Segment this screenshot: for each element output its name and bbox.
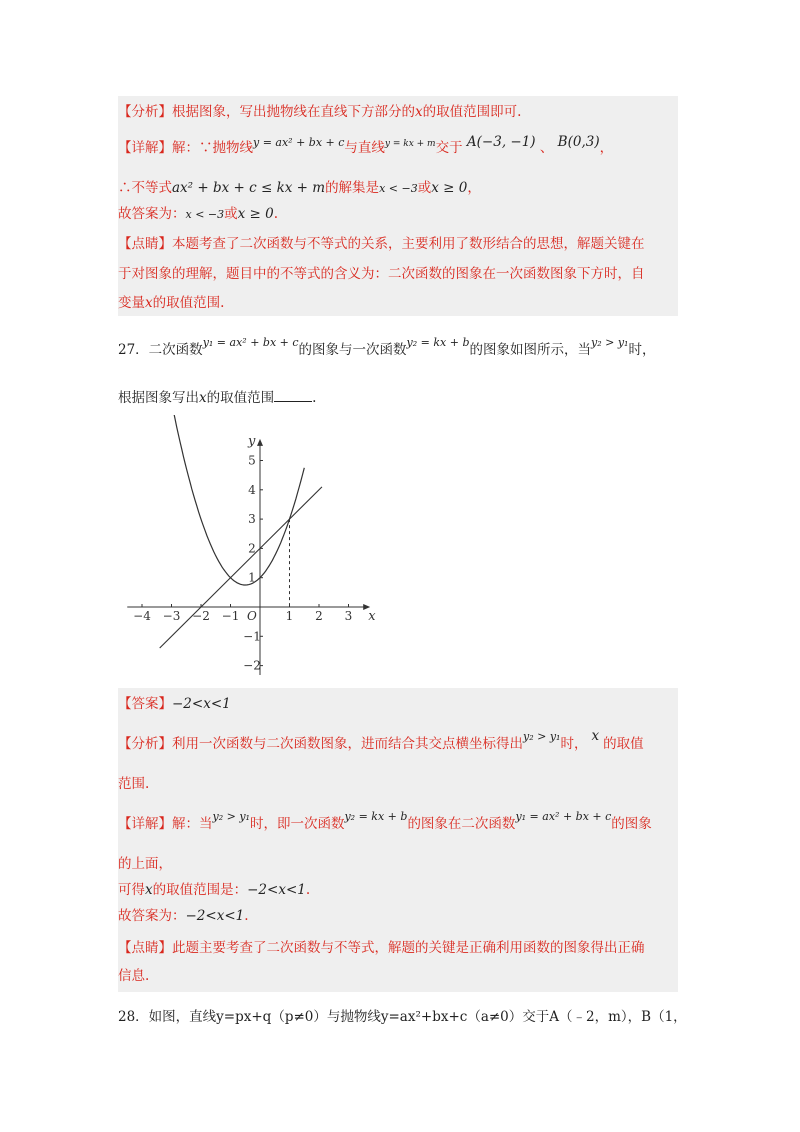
answer-part-2: x ≥ 0: [237, 206, 274, 222]
analysis-text-a: 利用一次函数与二次函数图象，进而结合其交点横坐标得出: [172, 736, 523, 752]
analysis-var: x: [415, 104, 423, 120]
q27-mid2: 的图象如图所示，当: [469, 342, 591, 358]
comment-line-1: [118, 938, 645, 958]
x-axis-label: x: [368, 609, 376, 624]
detail-text-b: 时，即一次函数: [249, 816, 345, 832]
analysis-text-c: 的取值: [603, 736, 644, 752]
answer-prefix: 故答案为：: [118, 206, 186, 222]
final-answer-end: .: [244, 908, 249, 924]
period: .: [273, 206, 279, 222]
range-text-b: 的取值范围是：: [152, 882, 248, 898]
final-answer-line: [118, 906, 249, 926]
detail-func2: y₂ = kx + b: [344, 810, 408, 823]
detail-line-1: [118, 810, 652, 835]
x-tick-label: −1: [221, 609, 240, 623]
x-tick-label: 1: [285, 609, 294, 623]
y-tick-label: 2: [248, 541, 256, 556]
analysis-line-2: [118, 774, 149, 794]
solution-part-2: x ≥ 0: [431, 180, 468, 196]
y-tick-label: 1: [248, 570, 256, 585]
comment-text-1: 此题主要考查了二次函数与不等式，解题的关键是正确利用函数的图象得出正确: [172, 940, 645, 956]
comment-line-2: [118, 264, 645, 284]
range-line: [118, 880, 310, 900]
detail-text-b: 与直线: [344, 140, 385, 156]
detail-text-a: 解：∵抛物线: [172, 140, 253, 156]
or-word: 或: [224, 206, 238, 222]
q27-func2: y₂ = kx + b: [406, 336, 470, 349]
detail-func1: y₁ = ax² + bx + c: [515, 810, 612, 823]
solution-block-2: [118, 688, 678, 992]
q27-end: 时，: [628, 342, 656, 358]
answer-line: [118, 694, 231, 714]
x-tick-label: 3: [344, 609, 353, 623]
line-equation: y = kx + m: [384, 139, 436, 149]
inequality-text-b: 的解集是: [325, 180, 380, 196]
question-27-line-1: [118, 338, 655, 358]
inequality-line: [118, 178, 481, 199]
comment-text-1: 本题考查了二次函数与不等式的关系，主要利用了数形结合的思想，解题关键在: [172, 236, 645, 252]
parabola-curve: [170, 415, 304, 585]
answer-blank: [274, 388, 312, 402]
comment-text-3c: 的取值范围.: [152, 295, 225, 311]
analysis-line-1: [118, 728, 644, 755]
function-graph: [118, 415, 398, 675]
comma: ，: [467, 180, 481, 196]
x-tick-label: 2: [315, 609, 323, 623]
solution-part-1: x < −3: [379, 182, 418, 195]
comment-text-2: 于对图象的理解，题目中的不等式的含义为：二次函数的图象在一次函数图象下方时，自: [118, 266, 645, 282]
answer-line: [118, 204, 278, 225]
x-tick-label: −3: [162, 609, 181, 623]
range-text-a: 可得: [118, 882, 145, 898]
detail-text-d: 的图象: [611, 816, 652, 832]
analysis-end: 的取值范围即可.: [422, 104, 522, 120]
y-tick-label: 3: [248, 512, 256, 527]
comment-tag: 【点睛】: [118, 236, 172, 252]
analysis-text-2: 范围.: [118, 776, 150, 792]
comma: ，: [599, 140, 614, 156]
answer-value: −2<x<1: [172, 696, 231, 712]
analysis-line: [118, 102, 521, 122]
inequality-math: ax² + bx + c ≤ kx + m: [172, 180, 326, 196]
q27-func1: y₁ = ax² + bx + c: [202, 336, 299, 349]
question-28-text: 28．如图，直线y=px+q（p≠0）与抛物线y=ax²+bx+c（a≠0）交于A（﹣2，m），B（1，: [118, 1009, 687, 1025]
y-tick-label: −1: [243, 629, 261, 644]
range-var: x: [145, 882, 153, 898]
detail-text-2: 的上面，: [118, 856, 172, 872]
answer-part-1: x < −3: [185, 208, 225, 221]
point-a: A(−3, −1): [466, 134, 536, 150]
analysis-text: 根据图象，写出抛物线在直线下方部分的: [172, 104, 415, 120]
separator: 、: [539, 140, 554, 156]
parabola-equation: y = ax² + bx + c: [253, 136, 345, 149]
detail-text-c: 交于: [435, 140, 463, 156]
y-axis-arrow: [257, 439, 263, 446]
comment-line-3: [118, 293, 224, 313]
straight-line: [160, 487, 322, 648]
question-27-line-2: [118, 386, 316, 406]
comment-tag: 【点睛】: [118, 940, 172, 956]
point-b: B(0,3): [557, 134, 600, 150]
analysis-condition: y₂ > y₁: [523, 730, 561, 743]
question-28-line: [118, 1005, 687, 1025]
final-answer-prefix: 故答案为：: [118, 908, 186, 924]
q27-line2a: 根据图象写出: [118, 390, 199, 406]
y-axis-label: y: [248, 433, 256, 449]
y-tick-label: 4: [248, 482, 256, 497]
final-answer-value: −2<x<1: [185, 908, 245, 924]
range-end: .: [305, 882, 311, 898]
analysis-tag: 【分析】: [118, 104, 172, 120]
analysis-tag: 【分析】: [118, 736, 172, 752]
q27-condition: y₂ > y₁: [591, 336, 629, 349]
answer-tag: 【答案】: [118, 696, 172, 712]
or-word: 或: [417, 180, 432, 196]
detail-tag: 【详解】: [118, 816, 172, 832]
analysis-var: x: [591, 728, 600, 744]
q27-var: x: [199, 390, 207, 406]
q27-line2-end: .: [312, 390, 317, 406]
comment-text-2: 信息.: [118, 968, 150, 984]
range-value: −2<x<1: [247, 882, 306, 898]
comment-var: x: [145, 295, 153, 311]
comment-line-1: [118, 234, 645, 254]
question-27-number: 27．二次函数: [118, 342, 203, 358]
y-tick-label: −2: [243, 658, 261, 673]
q27-mid1: 的图象与一次函数: [298, 342, 407, 358]
x-tick-label: −2: [192, 609, 210, 623]
comment-line-2: [118, 966, 149, 986]
q27-line2b: 的取值范围: [206, 390, 275, 406]
detail-text-a: 解：当: [172, 816, 213, 832]
detail-condition: y₂ > y₁: [212, 810, 250, 823]
solution-block-1: [118, 96, 678, 316]
x-tick-label: −4: [133, 609, 151, 623]
detail-line: [118, 134, 614, 160]
detail-tag: 【详解】: [118, 140, 172, 156]
detail-text-c: 的图象在二次函数: [407, 816, 516, 832]
origin-label: O: [247, 609, 257, 623]
inequality-text-a: ∴不等式: [118, 180, 172, 196]
analysis-text-b: 时，: [560, 736, 588, 752]
y-tick-label: 5: [248, 453, 256, 468]
comment-text-3a: 变量: [118, 295, 145, 311]
detail-line-2: [118, 854, 172, 874]
